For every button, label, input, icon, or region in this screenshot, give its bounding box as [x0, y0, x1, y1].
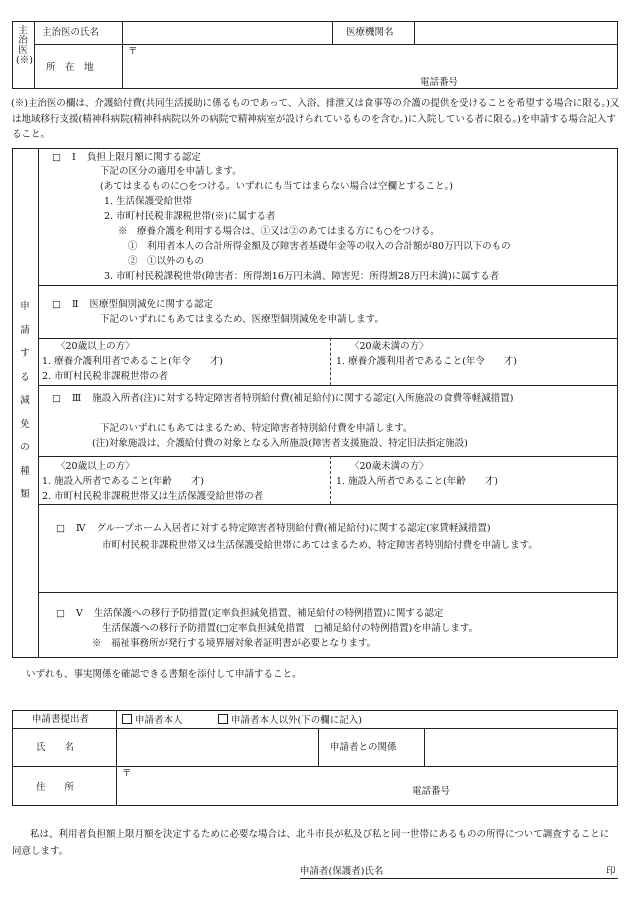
section-2-right-head: 〈20歳未満の方〉	[350, 341, 429, 352]
postal-mark: 〒	[128, 46, 138, 57]
submitter-name-field[interactable]	[118, 730, 316, 764]
submitter-name-label: 氏 名	[36, 742, 75, 753]
section-2-line1: 下記のいずれにもあてはまるため、医療型個別減免を申請します。	[100, 314, 384, 325]
section-3-left-head: 〈20歳以上の方〉	[56, 461, 135, 472]
section-1-title[interactable]: □ Ⅰ 負担上限月額に関する認定	[52, 152, 201, 163]
other-checkbox[interactable]	[218, 714, 228, 724]
relation-label: 申請者との関係	[330, 742, 397, 753]
section-3-title[interactable]: □ Ⅲ 施設入所者(注)に対する特定障害者特別給付費(補足給付)に関する認定(入所施設の食費等軽減措置)	[52, 393, 514, 404]
section-2-left1[interactable]: 1. 療養介護利用者であること(年令 才)	[42, 356, 223, 367]
section-3-left1[interactable]: 1. 施設入所者であること(年齢 才)	[42, 476, 204, 487]
section-1-numeral: Ⅰ	[72, 152, 76, 163]
submitter-option-other[interactable]: 申請者本人以外(下の欄に記入)	[218, 714, 362, 726]
section-1-line2: (あてはまるものに○をつける。いずれにも当てはまらない場合は空欄とすること。)	[100, 181, 453, 192]
relation-field[interactable]	[426, 730, 616, 764]
section-1-sub-note: ※ 療養介護を利用する場合は、①又は②のあてはまる方にも○をつける。	[118, 226, 440, 237]
section-5-checkbox[interactable]: □	[56, 608, 65, 619]
section-5-title[interactable]: □ Ⅴ 生活保護への移行予防措置(定率負担減免措置、補足給付の特例措置)に関する認定	[56, 608, 444, 619]
section-3-right-head: 〈20歳未満の方〉	[350, 461, 429, 472]
section-3-numeral: Ⅲ	[72, 393, 82, 404]
seal-mark: 印	[606, 866, 616, 877]
section-5-line1: 生活保護への移行予防措置(□定率負担減免措置 □補足給付の特例措置)を申請します。	[102, 623, 479, 634]
section-4-checkbox[interactable]: □	[56, 523, 65, 534]
section-3-line1: 下記のいずれにもあてはまるため、特定障害者特別給付費を申請します。	[100, 423, 413, 434]
doctor-address-field[interactable]	[124, 46, 616, 87]
section-1-item2[interactable]: 2. 市町村民税非課税世帯(※)に属する者	[104, 211, 276, 222]
section-2-checkbox[interactable]: □	[52, 299, 61, 310]
section-4-line1: 市町村民税非課税世帯又は生活保護受給世帯にあてはまるため、特定障害者特別給付費を申請します。	[102, 540, 538, 551]
attach-note: いずれも、事実関係を確認できる書類を添付して申請すること。	[26, 669, 302, 680]
institution-label: 医療機関名	[346, 27, 394, 38]
section-3-checkbox[interactable]: □	[52, 393, 61, 404]
section-4-title[interactable]: □ Ⅳ グループホーム入居者に対する特定障害者特別給付費(補足給付)に関する認定(家賃軽減措置)	[56, 523, 491, 534]
submitter-postal-mark: 〒	[122, 768, 132, 779]
consent-text: 私は、利用者負担額上限月額を決定するために必要な場合は、北斗市長が私及び私と同一世帯にあるものの所得について調査することに同意します。	[12, 829, 610, 857]
section-4-numeral: Ⅳ	[76, 523, 86, 534]
section-1-line1: 下記の区分の適用を申請します。	[100, 166, 242, 177]
section-1-sub2[interactable]: ② ①以外のもの	[128, 256, 205, 267]
section-3-line2: (注)対象施設は、介護給付費の対象となる入所施設(障害者支援施設、特定旧法指定施設)	[92, 438, 468, 449]
institution-field[interactable]	[416, 23, 616, 42]
signature-label: 申請者(保護者)氏名	[300, 866, 384, 877]
section-1-item3[interactable]: 3. 市町村民税課税世帯(障害者：所得割16万円未満、障害児：所得割28万円未満)に属する者	[104, 271, 500, 282]
section-5-line2: ※ 福祉事務所が発行する境界層対象者証明書が必要となります。	[92, 638, 377, 649]
doctor-note: (※)主治医の欄は、介護給付費(共同生活援助に係るものであって、入浴、排泄又は食事等の介護の提供を受けることを希望する場合に限る。)又は地域移行支援(精神科病院(精神科病院以外の病院で精神病室が設けられているものを含む。)に入院している者に限る。)を申請する場合記入すること。	[11, 98, 620, 140]
submitter-label: 申請書提出者	[32, 714, 90, 725]
reduction-side-label: 申請する減免の種類	[20, 301, 30, 500]
doctor-address-label: 所 在 地	[46, 62, 94, 73]
section-2-numeral: Ⅱ	[72, 299, 79, 310]
doctor-side-label: 主治医(※)	[16, 25, 33, 66]
submitter-address-field[interactable]	[118, 768, 616, 804]
section-2-right1[interactable]: 1. 療養介護利用者であること(年令 才)	[336, 356, 517, 367]
self-checkbox[interactable]	[122, 714, 132, 724]
doctor-name-field[interactable]	[124, 23, 330, 42]
section-3-left2[interactable]: 2. 市町村民税非課税世帯又は生活保護受給世帯の者	[42, 491, 264, 502]
submitter-address-label: 住 所	[36, 782, 75, 793]
section-3-right1[interactable]: 1. 施設入所者であること(年齢 才)	[336, 476, 498, 487]
section-1-sub1[interactable]: ① 利用者本人の合計所得金額及び障害者基礎年金等の収入の合計額が80万円以下のもの	[128, 241, 511, 252]
section-5-numeral: Ⅴ	[76, 608, 83, 619]
section-2-title[interactable]: □ Ⅱ 医療型個別減免に関する認定	[52, 299, 214, 310]
section-1-checkbox[interactable]: □	[52, 152, 61, 163]
section-1-item1[interactable]: 1. 生活保護受給世帯	[104, 196, 193, 207]
section-2-left-head: 〈20歳以上の方〉	[56, 341, 135, 352]
submitter-option-self[interactable]: 申請者本人	[122, 714, 183, 726]
submitter-phone-label: 電話番号	[412, 786, 451, 797]
section-2-left2[interactable]: 2. 市町村民税非課税世帯の者	[42, 371, 169, 382]
doctor-phone-label: 電話番号	[420, 77, 459, 88]
doctor-name-label: 主治医の氏名	[42, 27, 100, 38]
